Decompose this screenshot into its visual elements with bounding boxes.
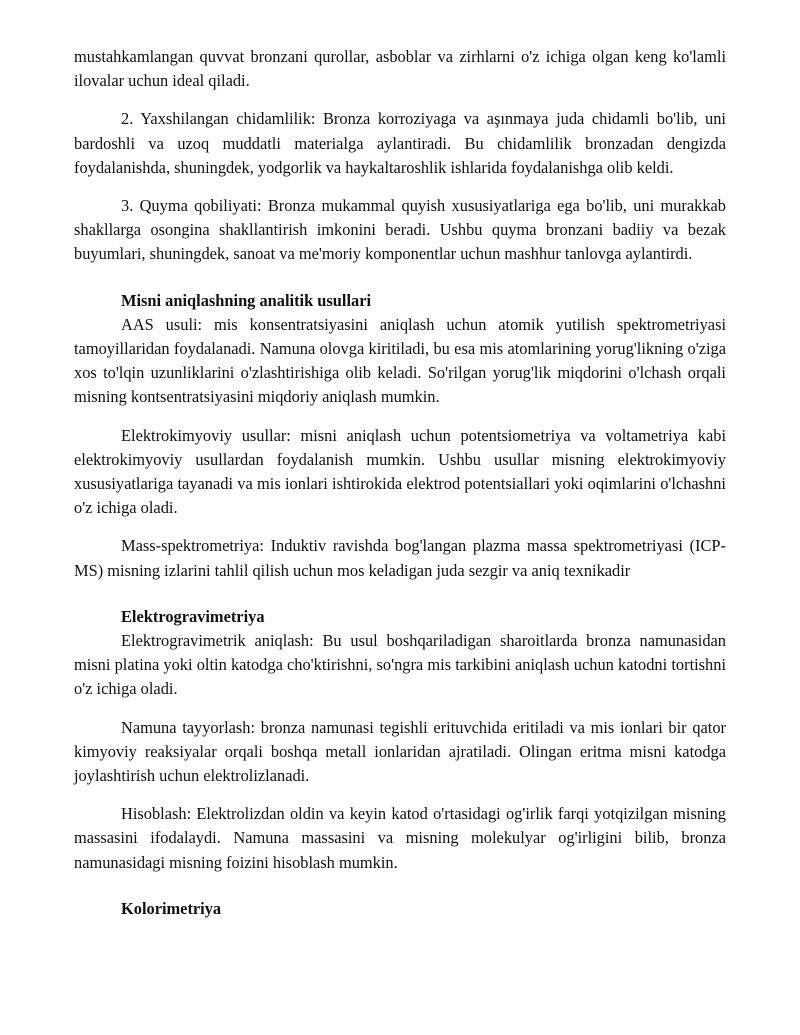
paragraph-electrogravimetric-determination: Elektrogravimetrik aniqlash: Bu usul boshqariladigan sharoitlarda bronza namunasidan misni platina yoki oltin katodga cho'ktirishni, so'ngra mis tarkibini aniqlash uchun katodni tortishni o'z ichiga oladi. bbox=[74, 631, 726, 699]
paragraph-electrochemical-methods: Elektrokimyoviy usullar: misni aniqlash uchun potentsiometriya va voltametriya kabi elektrokimyoviy usullardan foydalanish mumkin. Ushbu usullar misning elektrokimyoviy xususiyatlariga tayanadi va mis ionlari ishtirokida elektrod potentsiallari yoki oqimlarini o'lchashni o'z ichiga oladi. bbox=[74, 425, 726, 518]
paragraph-castability: 3. Quyma qobiliyati: Bronza mukammal quyish xususiyatlariga ega bo'lib, uni murakkab shakllarga osongina shakllantirish imkonini beradi. Ushbu quyma bronzani badiiy va bezak buyumlari, shuningdek, sanoat va me'moriy komponentlar uchun mashhur tanlovga aylantirdi. bbox=[74, 196, 726, 264]
heading-colorimetry: Kolorimetriya bbox=[121, 898, 222, 918]
paragraph-calculation: Hisoblash: Elektrolizdan oldin va keyin katod o'rtasidagi og'irlik farqi yotqizilgan misning massasini ifodalaydi. Namuna massasini va misning molekulyar og'irligini bilib, bronza namunasidagi misning foizini hisoblash mumkin. bbox=[74, 804, 726, 872]
paragraph-sample-preparation: Namuna tayyorlash: bronza namunasi tegishli erituvchida eritiladi va mis ionlari bir qator kimyoviy reaksiyalar orqali boshqa metall ionlaridan ajratiladi. Olingan eritma misni katodga joylashtirish uchun elektrolizlanadi. bbox=[74, 717, 726, 786]
paragraph-aas-method: AAS usuli: mis konsentratsiyasini aniqlash uchun atomik yutilish spektrometriyasi tamoyillaridan foydalanadi. Namuna olovga kiritiladi, bu esa mis atomlarining yorug'likning o'ziga xos to'lqin uzunliklarini o'zlashtirishiga olib keladi. So'rilgan yorug'lik miqdorini o'lchash orqali misning kontsentratsiyasini miqdoriy aniqlash mumkin. bbox=[74, 314, 726, 407]
heading-analytical-methods: Misni aniqlashning analitik usullari bbox=[121, 290, 372, 310]
paragraph-improved-durability: 2. Yaxshilangan chidamlilik: Bronza korroziyaga va aşınmaya juda chidamli bo'lib, uni bardoshli va uzoq muddatli materialga aylantiradi. Bu chidamlilik bronzadan dengizda foydalanishda, shuningdek, yodgorlik va haykaltaroshlik ishlarida foydalanishga olib keldi. bbox=[74, 109, 726, 177]
paragraph-mass-spectrometry: Mass-spektrometriya: Induktiv ravishda bog'langan plazma massa spektrometriyasi (ICP-MS) misning izlarini tahlil qilish uchun mos keladigan juda sezgir va aniq texnikadir bbox=[74, 536, 726, 580]
heading-electrogravimetry: Elektrogravimetriya bbox=[121, 606, 265, 626]
document-page bbox=[74, 45, 726, 921]
paragraph-intro-continuation: mustahkamlangan quvvat bronzani qurollar, asboblar va zirhlarni o'z ichiga olgan keng ko'lamli ilovalar uchun ideal qiladi. bbox=[74, 47, 726, 91]
